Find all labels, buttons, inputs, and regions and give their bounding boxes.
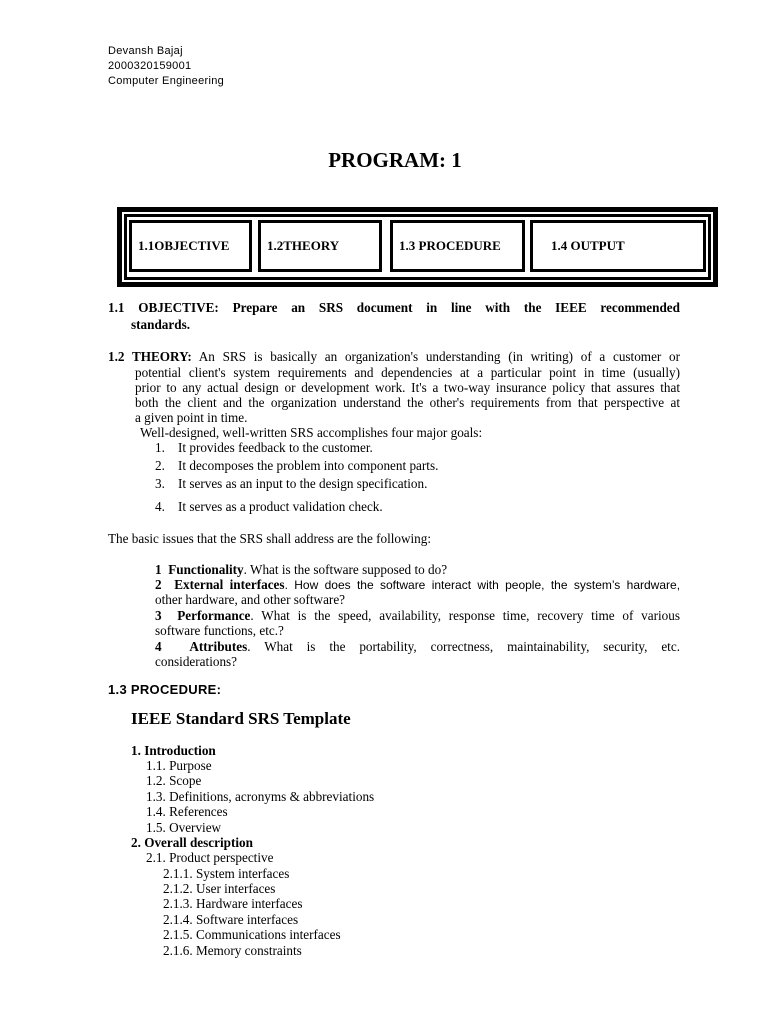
theory-line-2: potential client's system requirements and dependencies at a particular point in time (usually) xyxy=(135,365,680,380)
objective-line-2: standards. xyxy=(131,317,190,332)
index-box-output: 1.4 OUTPUT xyxy=(530,220,706,272)
toc-subsubsection: 2.1.4. Software interfaces xyxy=(163,912,299,927)
toc-section: 2. Overall description xyxy=(131,835,253,850)
goals-intro: Well-designed, well-written SRS accomplishes four major goals: xyxy=(140,425,483,440)
index-box-objective: 1.1OBJECTIVE xyxy=(129,220,252,272)
objective-line-1 xyxy=(108,300,680,315)
issues-intro: The basic issues that the SRS shall address are the following: xyxy=(108,531,432,546)
issue-item: 3 Performance. What is the speed, availability, response time, recovery time of various xyxy=(155,608,681,623)
template-title: IEEE Standard SRS Template xyxy=(131,709,351,728)
toc-subsubsection: 2.1.6. Memory constraints xyxy=(163,943,302,958)
issue-continuation: software functions, etc.? xyxy=(155,623,284,638)
issue-continuation: considerations? xyxy=(155,654,238,669)
toc-subsection: 1.5. Overview xyxy=(146,820,222,835)
objective-text: Prepare an SRS document in line with the IEEE recommended xyxy=(232,300,680,315)
theory-line-4: both the client and the organization understand the other's requirements from that perspective at xyxy=(135,395,680,410)
issue-item: 2 External interfaces. How does the software interact with people, the system’s hardware, xyxy=(155,577,681,592)
toc-subsubsection: 2.1.3. Hardware interfaces xyxy=(163,896,303,911)
issue-continuation: other hardware, and other software? xyxy=(155,592,346,607)
author-department: Computer Engineering xyxy=(108,75,225,87)
theory-line-5: a given point in time. xyxy=(135,410,248,425)
objective-heading: 1.1 OBJECTIVE: xyxy=(108,300,219,315)
author-block xyxy=(108,44,224,89)
theory-heading: 1.2 THEORY: xyxy=(108,349,192,364)
toc-subsubsection: 2.1.2. User interfaces xyxy=(163,881,276,896)
toc-section: 1. Introduction xyxy=(131,743,216,758)
toc-subsection: 2.1. Product perspective xyxy=(146,850,274,865)
theory-line-1: 1.2 THEORY: An SRS is basically an organization's understanding (in writing) of a customer or xyxy=(108,349,680,364)
procedure-heading: 1.3 PROCEDURE: xyxy=(108,682,222,697)
author-name: Devansh Bajaj xyxy=(108,45,183,57)
index-box-procedure: 1.3 PROCEDURE xyxy=(390,220,525,272)
toc-subsection: 1.1. Purpose xyxy=(146,758,212,773)
theory-line-3: prior to any actual design or development work. It's a two-way insurance policy that assures that xyxy=(135,380,680,395)
toc-subsubsection: 2.1.5. Communications interfaces xyxy=(163,927,341,942)
issue-item: 4 Attributes. What is the portability, correctness, maintainability, security, etc. xyxy=(155,639,680,654)
author-roll-number: 2000320159001 xyxy=(108,60,192,72)
toc-subsection: 1.4. References xyxy=(146,804,228,819)
page-title: PROGRAM: 1 xyxy=(328,148,462,172)
toc-subsection: 1.3. Definitions, acronyms & abbreviations xyxy=(146,789,375,804)
issue-item: 1 Functionality. What is the software supposed to do? xyxy=(155,562,448,577)
index-box-theory: 1.2THEORY xyxy=(258,220,382,272)
toc-subsubsection: 2.1.1. System interfaces xyxy=(163,866,290,881)
toc-subsection: 1.2. Scope xyxy=(146,773,202,788)
